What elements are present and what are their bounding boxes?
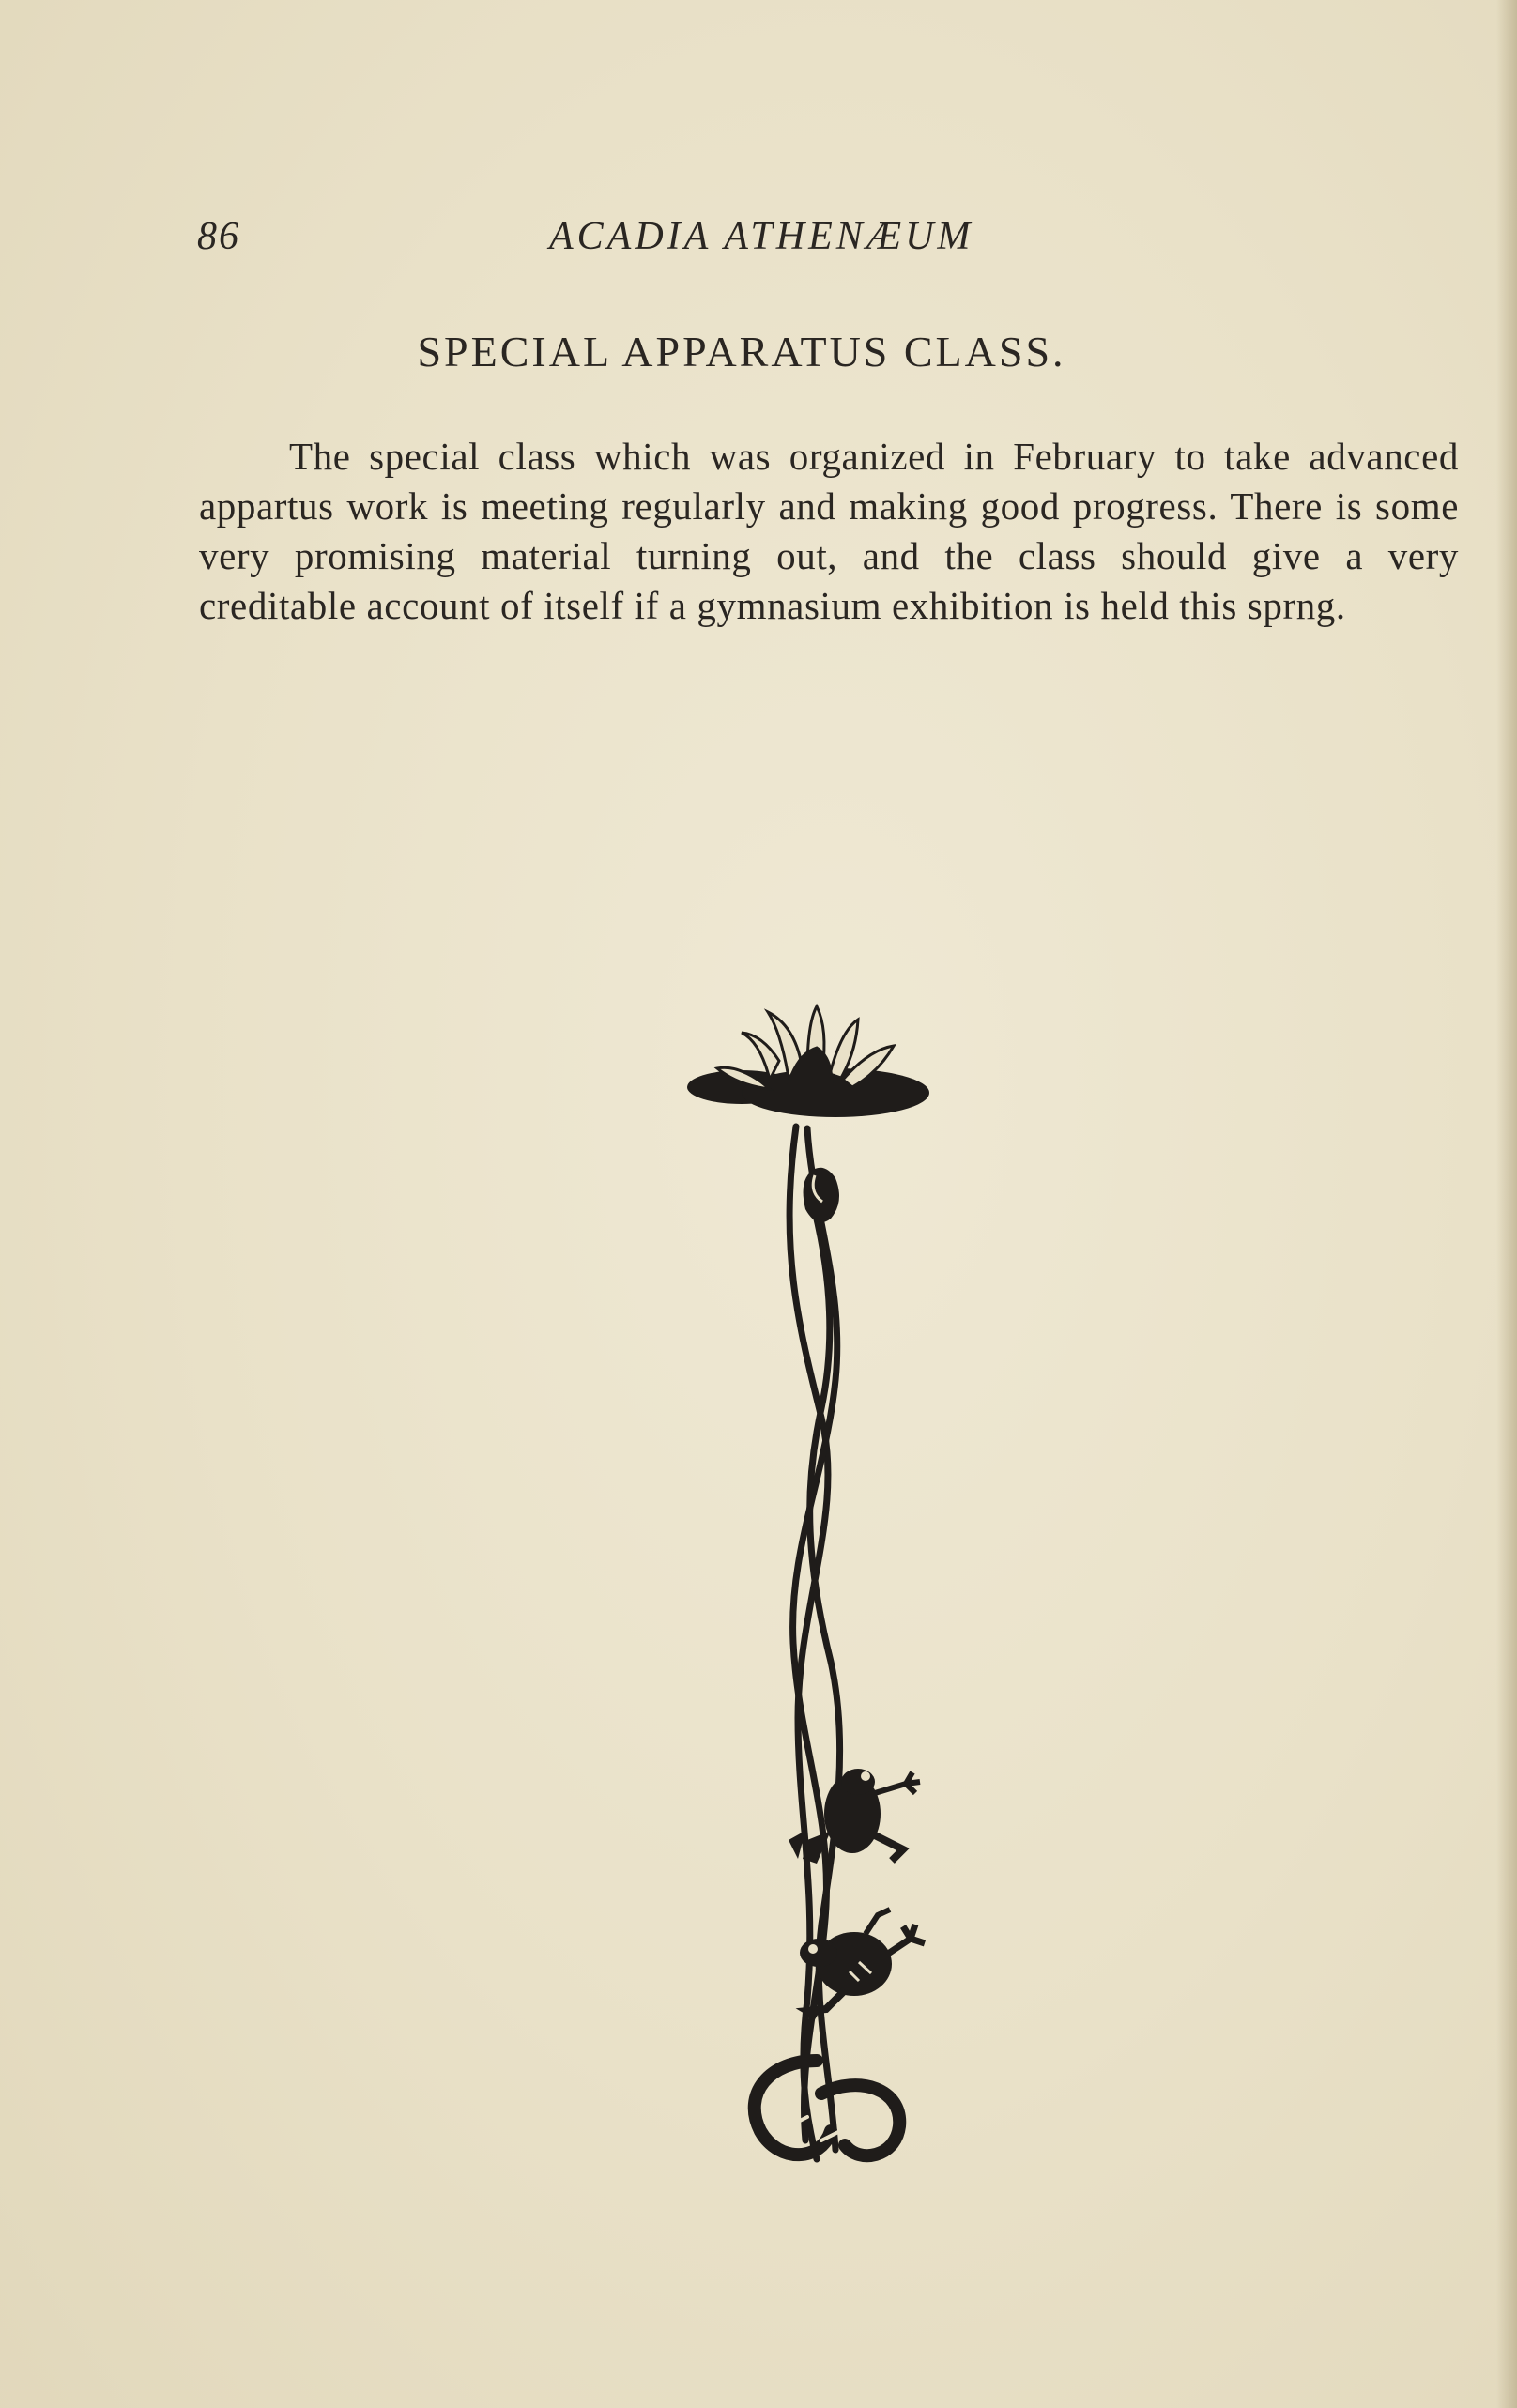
running-head [197,214,1145,270]
page-number: 86 [197,215,240,258]
water-lily-frogs-vignette-icon [657,967,976,2178]
page-edge-shadow [1496,0,1517,2408]
frog-upper [789,1769,920,1864]
article-title: SPECIAL APPARATUS CLASS. [417,328,1066,376]
lily-bud [804,1168,839,1222]
lily-flower [717,1006,894,1089]
journal-title: ACADIA ATHENÆUM [549,215,974,258]
article-paragraph: The special class which was organized in February to take advanced appartus work is meeting regularly and making good progress. There is some very promising material turning out, and the class should give a very creditable account of itself if a gymnasium exhibition is held this sprng. [199,435,1459,627]
